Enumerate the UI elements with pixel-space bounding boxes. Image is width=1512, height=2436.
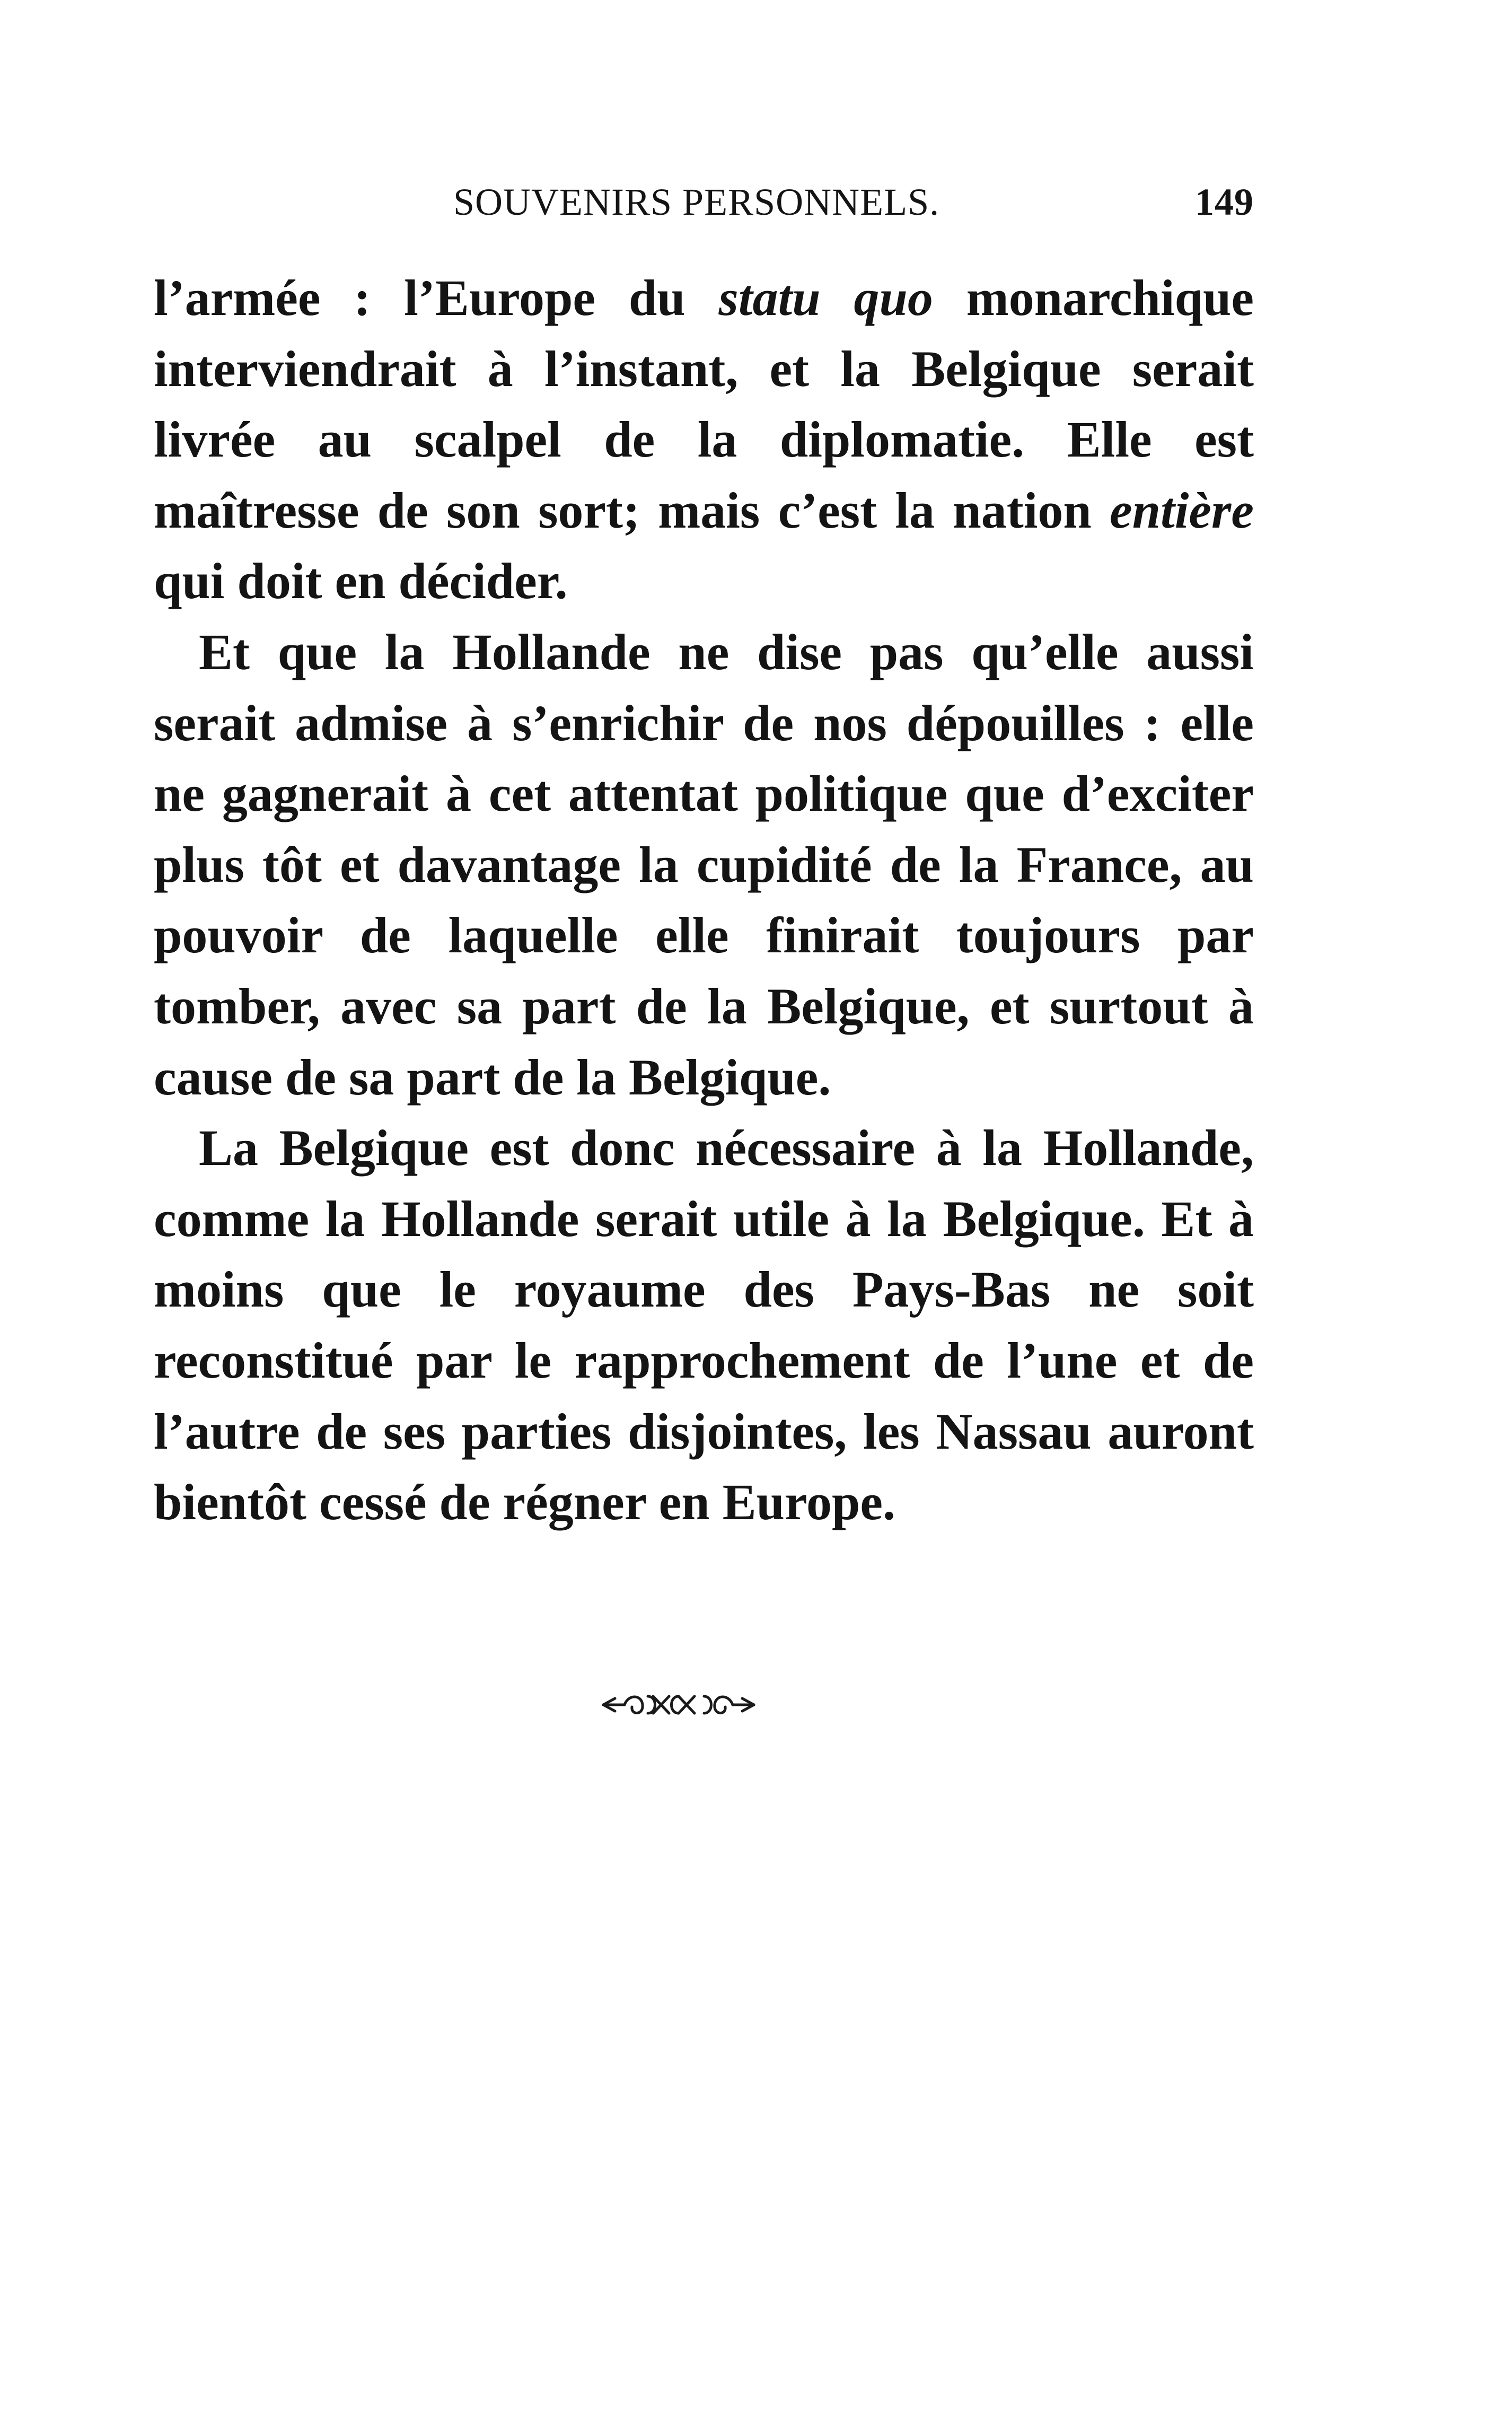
tailpiece-ornament-icon	[599, 1689, 758, 1721]
body-text	[154, 262, 1254, 1538]
text-run: l’armée : l’Europe du	[154, 269, 719, 326]
paragraph: La Belgique est donc nécessaire à la Hollande, comme la Hollande serait utile à la Belgique. Et à moins que le royaume des Pays-Bas ne soit reconstitué par le rapprochement de l’une et de l’autre de ses parties disjointes, les Nassau auront bientôt cessé de régner en Europe.	[154, 1119, 1254, 1531]
running-head	[154, 180, 1254, 233]
italic-phrase: entière	[1110, 481, 1254, 539]
text-run: qui doit en décider.	[154, 553, 568, 610]
paragraph	[154, 262, 1254, 617]
italic-phrase: statu quo	[718, 269, 933, 326]
paragraph: Et que la Hollande ne dise pas qu’elle aussi serait admise à s’enrichir de nos dépouilles : elle ne gagnerait à cet attentat politique que d’exciter plus tôt et davantage la cupidité de la France, au pouvoir de laquelle elle finirait toujours par tomber, avec sa part de la Belgique, et surtout à cause de sa part de la Belgique.	[154, 623, 1254, 1106]
text-run: monarchique interviendrait à l’instant, et la Belgique serait livrée au scalpel de la diplomatie. Elle est maîtresse de son sort; mais c’est la nation	[154, 269, 1254, 539]
page-number: 149	[1195, 181, 1254, 223]
running-title: SOUVENIRS PERSONNELS.	[453, 181, 940, 223]
